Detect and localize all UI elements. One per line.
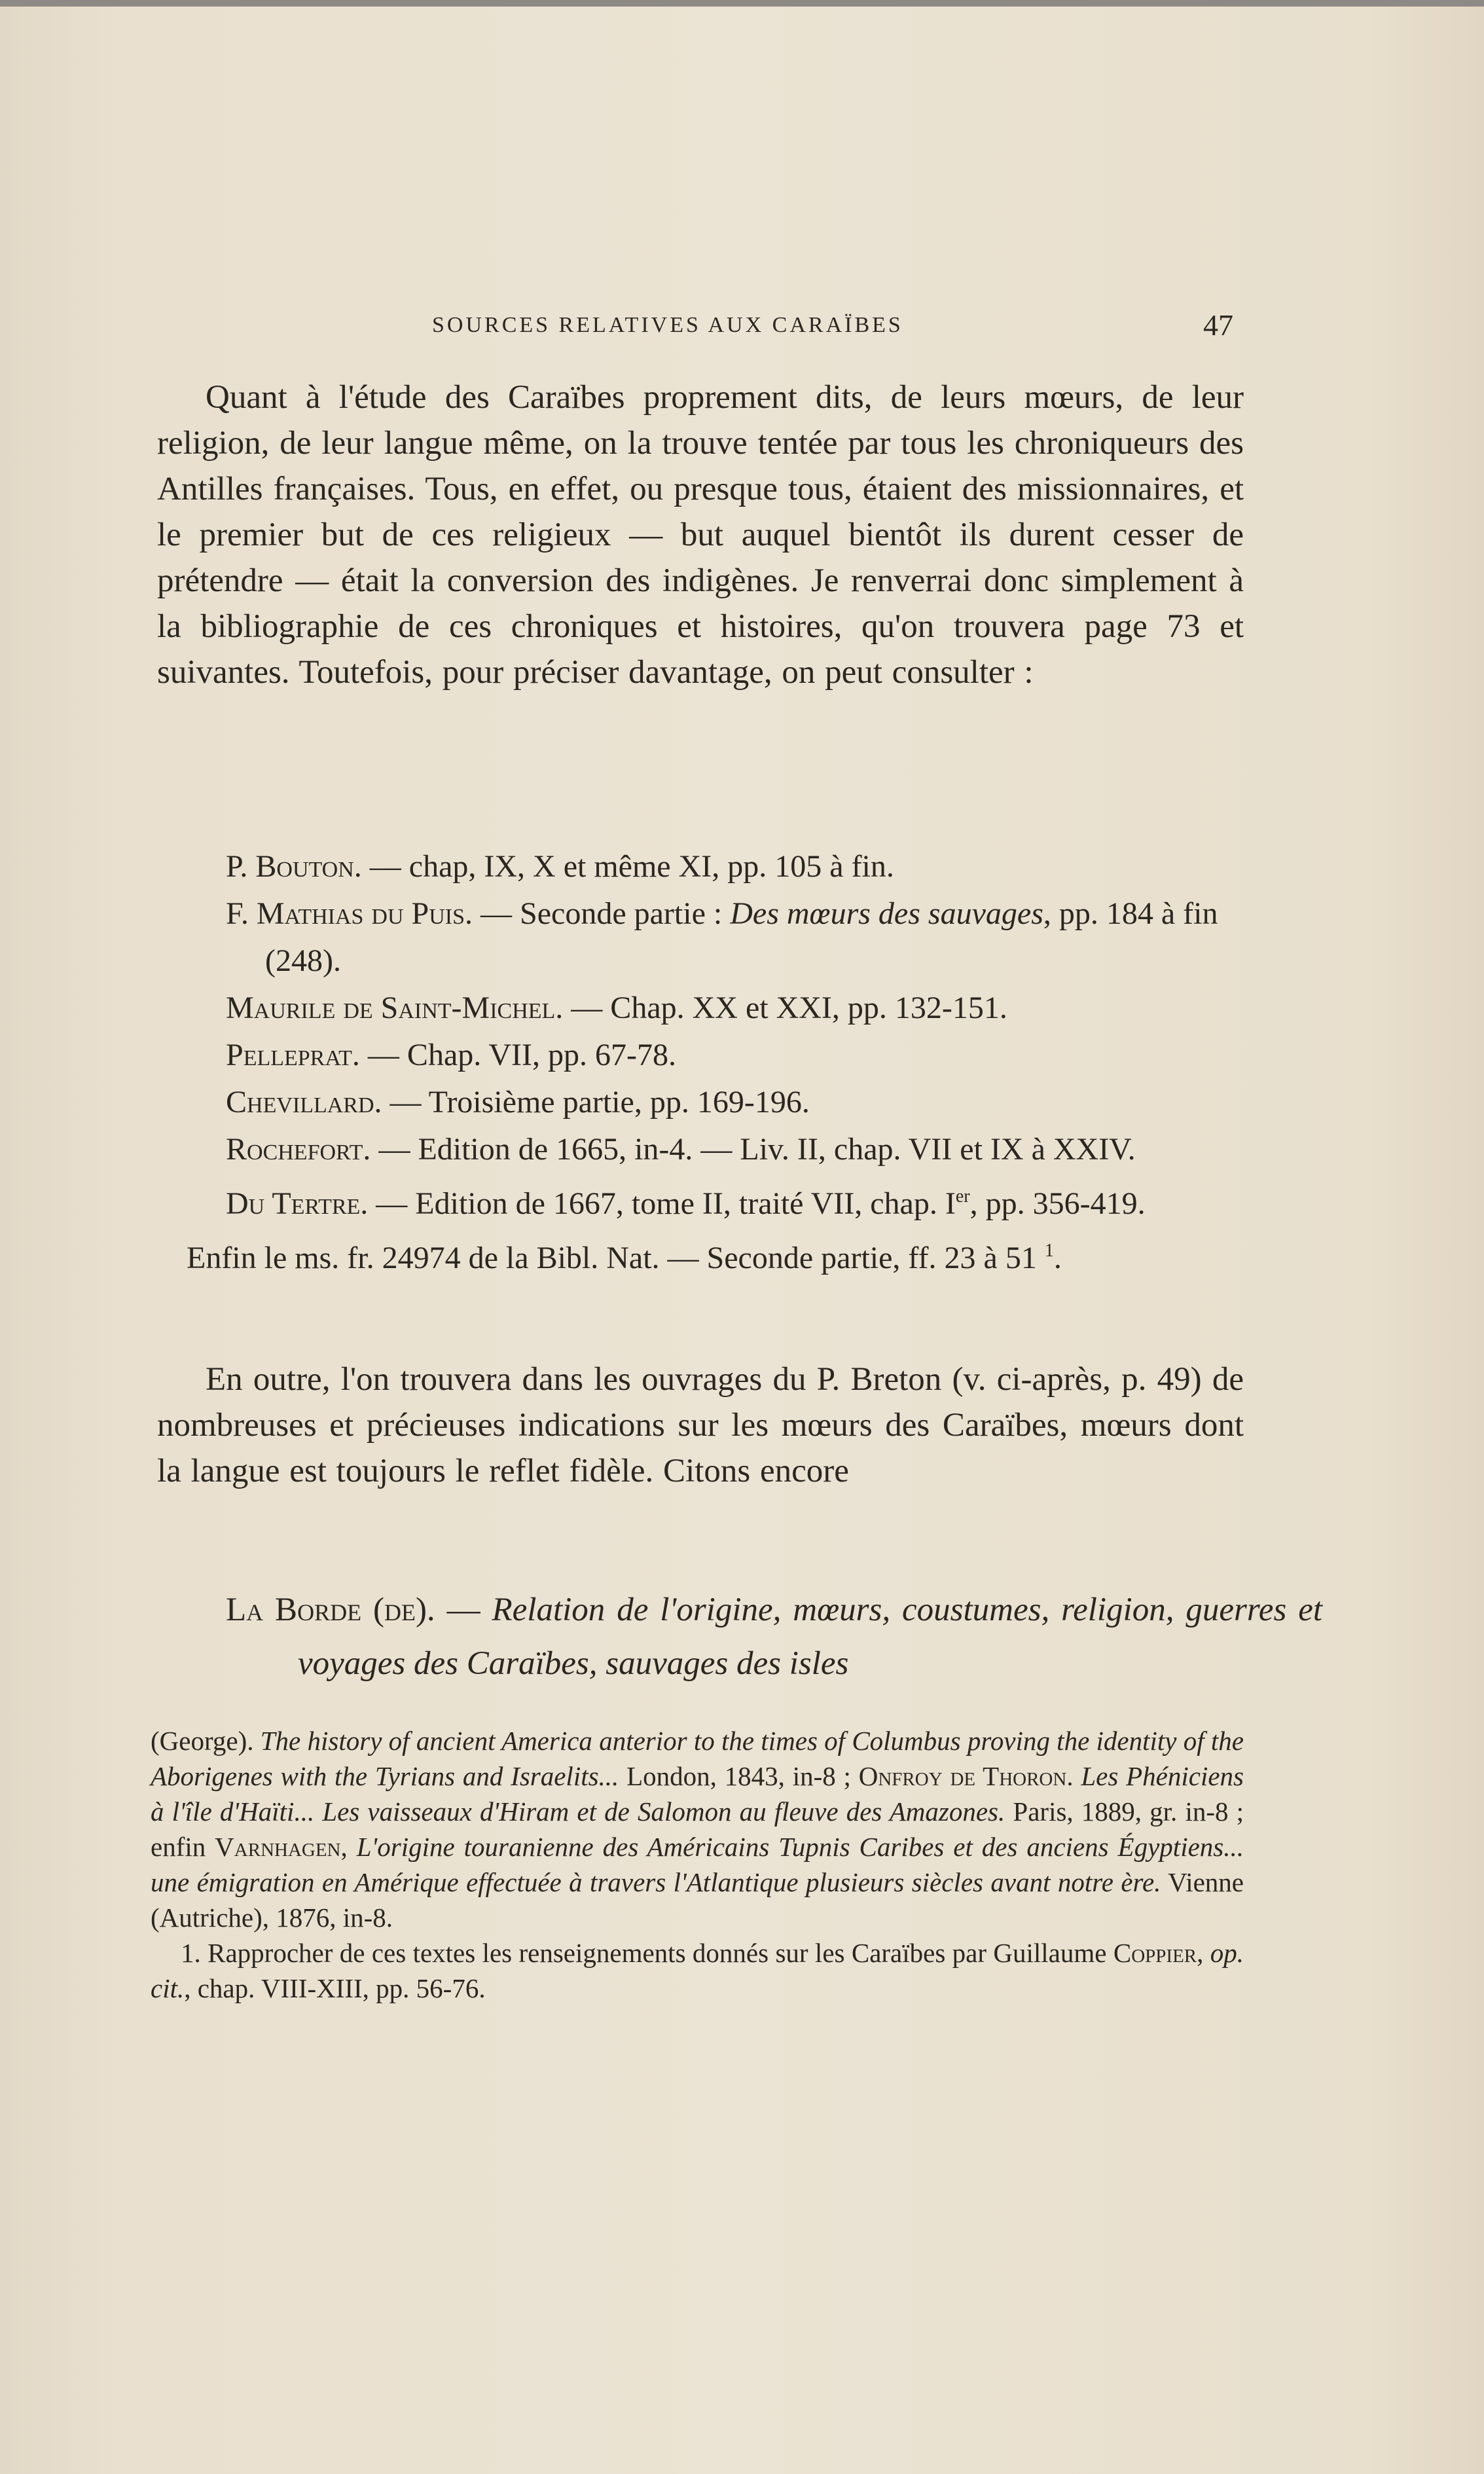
laborde-author: La Borde (de).: [226, 1592, 435, 1628]
source-entry: [226, 985, 1247, 1032]
entry-text: — Edition de 1665, in-4. — Liv. II, chap. VII et IX à XXIV.: [371, 1132, 1136, 1167]
second-paragraph: En outre, l'on trouvera dans les ouvrages du P. Breton (v. ci-après, p. 49) de nombreuses et précieuses indications sur les mœurs des Caraïbes, mœurs dont la langue est toujours le reflet fidèle. Citons encore: [157, 1361, 1244, 1489]
entry-author: Pelleprat.: [226, 1038, 360, 1072]
entry-text: — Seconde partie :: [473, 896, 731, 931]
fn-text: Rapprocher de ces textes les renseignements donnés sur les Caraïbes par Guillaume: [200, 1938, 1113, 1968]
footnote-ref: 1: [1044, 1241, 1054, 1261]
fn-author: Varnhagen,: [215, 1832, 348, 1862]
intro-paragraph: Quant à l'étude des Caraïbes proprement dits, de leurs mœurs, de leur religion, de leur langue même, on la trouve tentée par tous les chroniqueurs des Antilles françaises. Tous, en effet, ou presque tous, étaient des missionnaires, et le premier but de ces religieux — but auquel bientôt ils durent cesser de prétendre — était la conversion des indigènes. Je renverrai donc simplement à la bibliographie de ces chroniques et histoires, qu'on trouvera page 73 et suivantes. Toutefois, pour préciser davantage, on peut consulter :: [157, 379, 1244, 691]
source-entry: [226, 890, 1247, 985]
entry-author: P. Bouton.: [226, 849, 362, 884]
footnotes: [151, 1723, 1244, 2006]
fn-text: Vienne (Autriche), 1876, in-8.: [151, 1867, 1244, 1933]
entry-author: Rochefort.: [226, 1132, 371, 1167]
fn-text: [348, 1832, 357, 1862]
source-list: [187, 843, 1247, 1282]
enfin-line: [187, 1228, 1247, 1282]
fn-text: Paris, 1889, gr. in-8 ; enfin: [151, 1796, 1244, 1862]
entry-author: F. Mathias du Puis.: [226, 896, 473, 931]
fn-citation: op. cit.: [151, 1938, 1244, 2003]
page-number: 47: [1203, 308, 1233, 342]
fn-text: [1074, 1761, 1081, 1791]
footnote-number: 1.: [181, 1938, 201, 1968]
entry-author: Chevillard.: [226, 1085, 382, 1119]
entry-text: — Edition de 1667, tome II, traité VII, chap. I: [368, 1186, 956, 1221]
fn-text: [1203, 1938, 1210, 1968]
fn-text: London, 1843, in-8 ;: [619, 1761, 859, 1791]
source-entry: [226, 1032, 1247, 1079]
source-entry: [226, 1173, 1247, 1228]
fn-title: The history of ancient America anterior to the times of Columbus proving the identity of the Aborigenes with the Tyrians and Israelits...: [151, 1726, 1244, 1791]
fn-text: (George).: [151, 1726, 261, 1756]
entry-author: Maurile de Saint-Michel.: [226, 991, 564, 1025]
laborde-title: Relation de l'origine, mœurs, coustumes, religion, guerres et voyages des Caraïbes, sauvages des isles: [298, 1592, 1323, 1682]
fn-author: Onfroy de Thoron.: [858, 1761, 1074, 1791]
entry-tail: , pp. 356-419.: [969, 1186, 1146, 1221]
fn-title: L'origine touranienne des Américains Tupnis Caribes et des anciens Égyptiens... une émigration en Amérique effectuée à travers l'Atlantique plusieurs siècles avant notre ère.: [151, 1832, 1244, 1897]
fn-author: Coppier,: [1113, 1938, 1204, 1968]
laborde-entry: [226, 1583, 1322, 1690]
source-entry: [226, 843, 1247, 890]
enfin-text: Enfin le ms. fr. 24974 de la Bibl. Nat. — Seconde partie, ff. 23 à 51: [187, 1241, 1045, 1275]
scan-edge: [0, 0, 1484, 7]
entry-text: — chap, IX, X et même XI, pp. 105 à fin.: [361, 849, 894, 884]
laborde-dash: —: [435, 1592, 492, 1628]
running-header: SOURCES RELATIVES AUX CARAÏBES: [432, 313, 903, 337]
source-entry: [226, 1079, 1247, 1126]
entry-text: — Chap. XX et XXI, pp. 132-151.: [563, 991, 1007, 1025]
footnote-continuation: [151, 1723, 1244, 1935]
fn-title: Les Phéniciens à l'île d'Haïti... Les vaisseaux d'Hiram et de Salomon au fleuve des Amazones.: [151, 1761, 1244, 1827]
entry-text: — Troisième partie, pp. 169-196.: [382, 1085, 810, 1119]
superscript: er: [955, 1186, 970, 1207]
enfin-end: .: [1053, 1241, 1062, 1275]
fn-text: , chap. VIII-XIII, pp. 56-76.: [184, 1973, 486, 2003]
entry-author: Du Tertre.: [226, 1186, 369, 1221]
entry-title: Des mœurs des sauvages: [730, 896, 1043, 931]
entry-tail: , pp. 184 à fin (248).: [265, 896, 1218, 978]
source-entry: [226, 1126, 1247, 1173]
entry-text: — Chap. VII, pp. 67-78.: [359, 1038, 676, 1072]
footnote-1: [151, 1935, 1244, 2006]
